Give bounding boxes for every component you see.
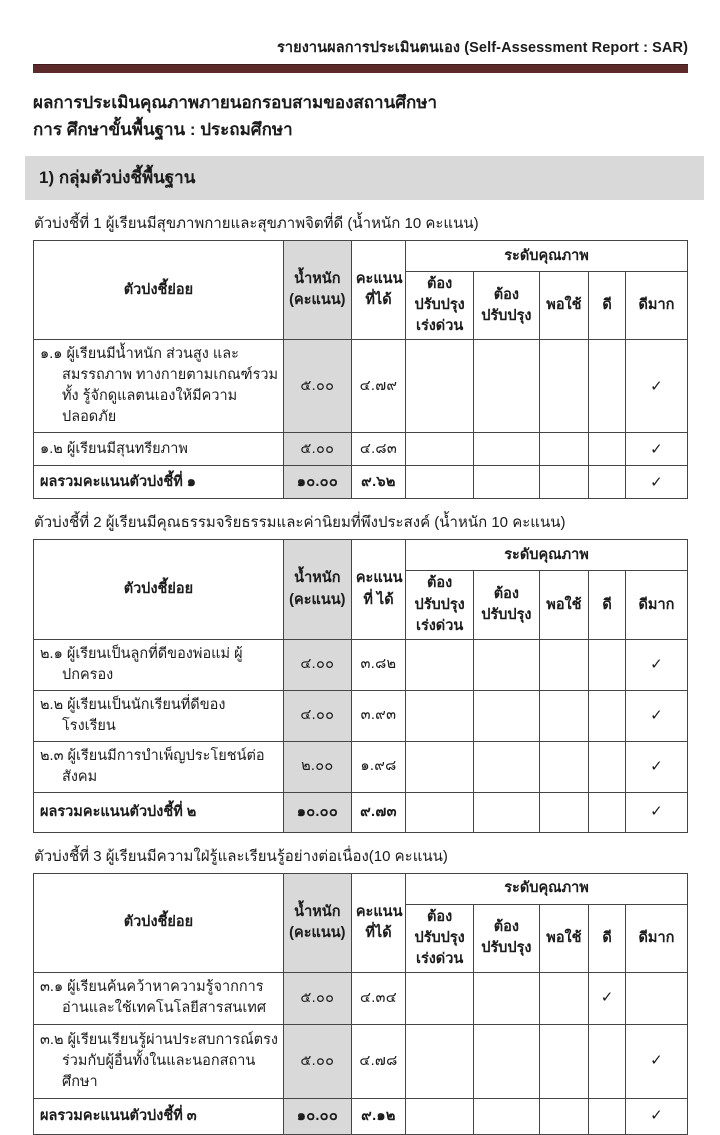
section-header: 1) กลุ่มตัวบ่งชี้พื้นฐาน xyxy=(25,156,704,200)
total-weight-cell: ๑๐.๐๐ xyxy=(283,1098,351,1134)
total-score-cell: ๙.๗๓ xyxy=(351,792,405,832)
quality-check-cell: ✓ xyxy=(625,1024,687,1098)
table-total-row xyxy=(34,466,688,499)
quality-check-cell xyxy=(539,639,589,690)
score-cell: ๔.๓๔ xyxy=(351,972,405,1024)
col-header-needs-improvement: ต้อง ปรับปรุง xyxy=(474,571,539,639)
quality-check-cell xyxy=(474,741,539,792)
quality-check-cell xyxy=(589,792,626,832)
quality-check-cell xyxy=(539,1098,589,1134)
indicator-table-2 xyxy=(33,539,688,832)
quality-check-cell: ✓ xyxy=(625,741,687,792)
quality-check-cell xyxy=(474,1024,539,1098)
col-header-needs-urgent-improvement: ต้อง ปรับปรุง เร่งด่วน xyxy=(406,571,474,639)
quality-check-cell xyxy=(474,340,539,433)
quality-check-cell xyxy=(474,1098,539,1134)
row-label-cell: ๒.๓ ผู้เรียนมีการบำเพ็ญประโยชน์ต่อสังคม xyxy=(34,741,284,792)
quality-check-cell xyxy=(406,792,474,832)
total-weight-cell: ๑๐.๐๐ xyxy=(283,466,351,499)
score-cell: ๓.๙๓ xyxy=(351,690,405,741)
table-total-row xyxy=(34,792,688,832)
row-label-cell: ๑.๒ ผู้เรียนมีสุนทรียภาพ xyxy=(34,433,284,466)
quality-check-cell xyxy=(589,741,626,792)
col-header-quality-level: ระดับคุณภาพ xyxy=(406,241,688,272)
col-header-quality-level: ระดับคุณภาพ xyxy=(406,540,688,571)
table-row xyxy=(34,433,688,466)
quality-check-cell xyxy=(406,1098,474,1134)
quality-check-cell xyxy=(474,466,539,499)
score-cell: ๔.๗๙ xyxy=(351,340,405,433)
quality-check-cell xyxy=(589,1098,626,1134)
score-cell: ๓.๘๒ xyxy=(351,639,405,690)
table-row xyxy=(34,639,688,690)
col-header-needs-urgent-improvement: ต้อง ปรับปรุง เร่งด่วน xyxy=(406,904,474,972)
page-title-line-1: ผลการประเมินคุณภาพภายนอกรอบสามของสถานศึกษา xyxy=(33,93,438,112)
col-header-quality-level: ระดับคุณภาพ xyxy=(406,873,688,904)
quality-check-cell: ✓ xyxy=(625,466,687,499)
weight-cell: ๕.๐๐ xyxy=(283,972,351,1024)
quality-check-cell xyxy=(539,1024,589,1098)
weight-cell: ๒.๐๐ xyxy=(283,741,351,792)
weight-cell: ๔.๐๐ xyxy=(283,639,351,690)
table-row xyxy=(34,972,688,1024)
col-header-sub-indicator: ตัวบ่งชี้ย่อย xyxy=(34,241,284,340)
quality-check-cell xyxy=(406,690,474,741)
quality-check-cell xyxy=(589,1024,626,1098)
score-cell: ๑.๙๘ xyxy=(351,741,405,792)
table1-caption: ตัวบ่งชี้ที่ 1 ผู้เรียนมีสุขภาพกายและสุขภาพจิตที่ดี (น้ำหนัก 10 คะแนน) xyxy=(34,215,479,233)
quality-check-cell xyxy=(589,690,626,741)
quality-check-cell xyxy=(406,466,474,499)
quality-check-cell: ✓ xyxy=(625,340,687,433)
table-row xyxy=(34,1024,688,1098)
total-label-cell: ผลรวมคะแนนตัวบ่งชี้ที่ ๑ xyxy=(34,466,284,499)
quality-check-cell xyxy=(406,639,474,690)
weight-cell: ๕.๐๐ xyxy=(283,340,351,433)
quality-check-cell xyxy=(589,433,626,466)
quality-check-cell xyxy=(474,433,539,466)
quality-check-cell: ✓ xyxy=(625,433,687,466)
col-header-needs-urgent-improvement: ต้อง ปรับปรุง เร่งด่วน xyxy=(406,272,474,340)
table-row xyxy=(34,690,688,741)
quality-check-cell xyxy=(474,690,539,741)
weight-cell: ๕.๐๐ xyxy=(283,433,351,466)
quality-check-cell xyxy=(589,639,626,690)
row-label-cell: ๑.๑ ผู้เรียนมีน้ำหนัก ส่วนสูง และ สมรรถภาพ ทางกายตามเกณฑ์รวมทั้ง รู้จักดูแลตนเองให้มีความปลอดภัย xyxy=(34,340,284,433)
col-header-needs-improvement: ต้อง ปรับปรุง xyxy=(474,272,539,340)
col-header-score: คะแนน ที่ได้ xyxy=(351,873,405,972)
col-header-score: คะแนนที่ ได้ xyxy=(351,540,405,639)
total-score-cell: ๙.๖๒ xyxy=(351,466,405,499)
total-weight-cell: ๑๐.๐๐ xyxy=(283,792,351,832)
total-label-cell: ผลรวมคะแนนตัวบ่งชี้ที่ ๓ xyxy=(34,1098,284,1134)
quality-check-cell xyxy=(539,792,589,832)
col-header-score: คะแนน ที่ได้ xyxy=(351,241,405,340)
quality-check-cell xyxy=(539,741,589,792)
quality-check-cell xyxy=(625,972,687,1024)
total-label-cell: ผลรวมคะแนนตัวบ่งชี้ที่ ๒ xyxy=(34,792,284,832)
quality-check-cell xyxy=(406,340,474,433)
quality-check-cell xyxy=(589,340,626,433)
score-cell: ๔.๗๘ xyxy=(351,1024,405,1098)
weight-cell: ๔.๐๐ xyxy=(283,690,351,741)
row-label-cell: ๒.๒ ผู้เรียนเป็นนักเรียนที่ดีของโรงเรียน xyxy=(34,690,284,741)
quality-check-cell xyxy=(539,690,589,741)
header-accent-bar xyxy=(33,64,688,73)
indicator-table-1 xyxy=(33,240,688,499)
quality-check-cell xyxy=(589,466,626,499)
col-header-good: ดี xyxy=(589,571,626,639)
total-score-cell: ๙.๑๒ xyxy=(351,1098,405,1134)
col-header-fair: พอใช้ xyxy=(539,272,589,340)
quality-check-cell xyxy=(406,433,474,466)
table3-caption: ตัวบ่งชี้ที่ 3 ผู้เรียนมีความใฝ่รู้และเรียนรู้อย่างต่อเนื่อง(10 คะแนน) xyxy=(34,847,448,865)
quality-check-cell xyxy=(474,792,539,832)
col-header-fair: พอใช้ xyxy=(539,571,589,639)
table-row xyxy=(34,741,688,792)
col-header-very-good: ดีมาก xyxy=(625,904,687,972)
quality-check-cell xyxy=(474,972,539,1024)
weight-cell: ๕.๐๐ xyxy=(283,1024,351,1098)
col-header-weight: น้ำหนัก (คะแนน) xyxy=(283,540,351,639)
col-header-needs-improvement: ต้อง ปรับปรุง xyxy=(474,904,539,972)
quality-check-cell xyxy=(406,1024,474,1098)
quality-check-cell: ✓ xyxy=(625,1098,687,1134)
row-label-cell: ๓.๒ ผู้เรียนเรียนรู้ผ่านประสบการณ์ตรงร่วมกับผู้อื่นทั้งในและนอกสถานศึกษา xyxy=(34,1024,284,1098)
table2-caption: ตัวบ่งชี้ที่ 2 ผู้เรียนมีคุณธรรมจริยธรรมและค่านิยมที่พึงประสงค์ (น้ำหนัก 10 คะแนน) xyxy=(34,514,566,532)
page-title-line-2: การ ศึกษาขั้นพื้นฐาน : ประถมศึกษา xyxy=(33,120,293,140)
quality-check-cell xyxy=(539,972,589,1024)
score-cell: ๔.๘๓ xyxy=(351,433,405,466)
quality-check-cell: ✓ xyxy=(589,972,626,1024)
quality-check-cell xyxy=(539,433,589,466)
report-header-text: รายงานผลการประเมินตนเอง (Self-Assessment Report : SAR) xyxy=(276,40,688,56)
col-header-fair: พอใช้ xyxy=(539,904,589,972)
col-header-sub-indicator: ตัวบ่งชี้ย่อย xyxy=(34,873,284,972)
quality-check-cell xyxy=(474,639,539,690)
col-header-weight: น้ำหนัก (คะแนน) xyxy=(283,241,351,340)
col-header-very-good: ดีมาก xyxy=(625,571,687,639)
quality-check-cell: ✓ xyxy=(625,639,687,690)
quality-check-cell xyxy=(539,340,589,433)
col-header-good: ดี xyxy=(589,904,626,972)
quality-check-cell xyxy=(406,972,474,1024)
page-title xyxy=(33,89,688,143)
col-header-weight: น้ำหนัก (คะแนน) xyxy=(283,873,351,972)
col-header-good: ดี xyxy=(589,272,626,340)
quality-check-cell: ✓ xyxy=(625,690,687,741)
col-header-very-good: ดีมาก xyxy=(625,272,687,340)
row-label-cell: ๓.๑ ผู้เรียนค้นคว้าหาความรู้จากการอ่านและใช้เทคโนโลยีสารสนเทศ xyxy=(34,972,284,1024)
quality-check-cell: ✓ xyxy=(625,792,687,832)
quality-check-cell xyxy=(539,466,589,499)
col-header-sub-indicator: ตัวบ่งชี้ย่อย xyxy=(34,540,284,639)
table-row xyxy=(34,340,688,433)
quality-check-cell xyxy=(406,741,474,792)
table-total-row xyxy=(34,1098,688,1134)
row-label-cell: ๒.๑ ผู้เรียนเป็นลูกที่ดีของพ่อแม่ ผู้ปกครอง xyxy=(34,639,284,690)
indicator-table-3 xyxy=(33,873,688,1135)
